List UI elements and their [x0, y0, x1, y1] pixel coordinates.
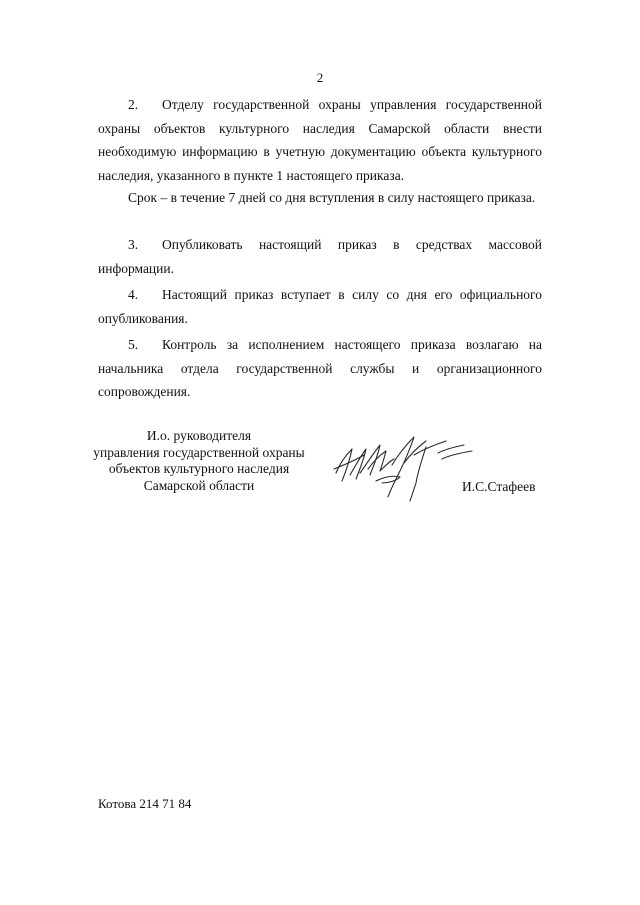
item-text: Срок – в течение 7 дней со дня вступления в силу настоящего приказа.	[128, 190, 536, 205]
signer-name: И.С.Стафеев	[462, 479, 536, 494]
item-text: Настоящий приказ вступает в силу со дня его официального опубликования.	[98, 287, 542, 326]
paragraph-deadline	[98, 186, 542, 210]
page-number: 2	[316, 70, 324, 85]
item-number: 5.	[128, 337, 139, 352]
executor-contact: Котова 214 71 84	[98, 796, 192, 811]
paragraph-item-4	[98, 283, 542, 330]
item-number: 3.	[128, 237, 139, 252]
item-number: 4.	[128, 287, 139, 302]
signatory-position-line: управления государственной охраны	[93, 444, 305, 460]
item-number: 2.	[128, 97, 139, 112]
item-text: Опубликовать настоящий приказ в средствах массовой информации.	[98, 237, 542, 276]
item-text: Отделу государственной охраны управления государственной охраны объектов культурного наследия Самарской области внести необходимую информацию в учетную документацию объекта культурного наследия, указанного в пункте 1 настоящего приказа.	[98, 97, 542, 183]
handwritten-signature	[330, 425, 480, 503]
signatory-position-line: И.о. руководителя	[146, 428, 252, 443]
signatory-position-line: объектов культурного наследия	[108, 461, 290, 476]
item-text: Контроль за исполнением настоящего приказа возлагаю на начальника отдела государственной службы и организационного сопровождения.	[98, 337, 542, 399]
paragraph-item-5	[98, 333, 542, 404]
signatory-position-line: Самарской области	[143, 477, 255, 493]
paragraph-item-3	[98, 233, 542, 280]
paragraph-item-2	[98, 93, 542, 187]
signatory-position	[82, 428, 316, 494]
